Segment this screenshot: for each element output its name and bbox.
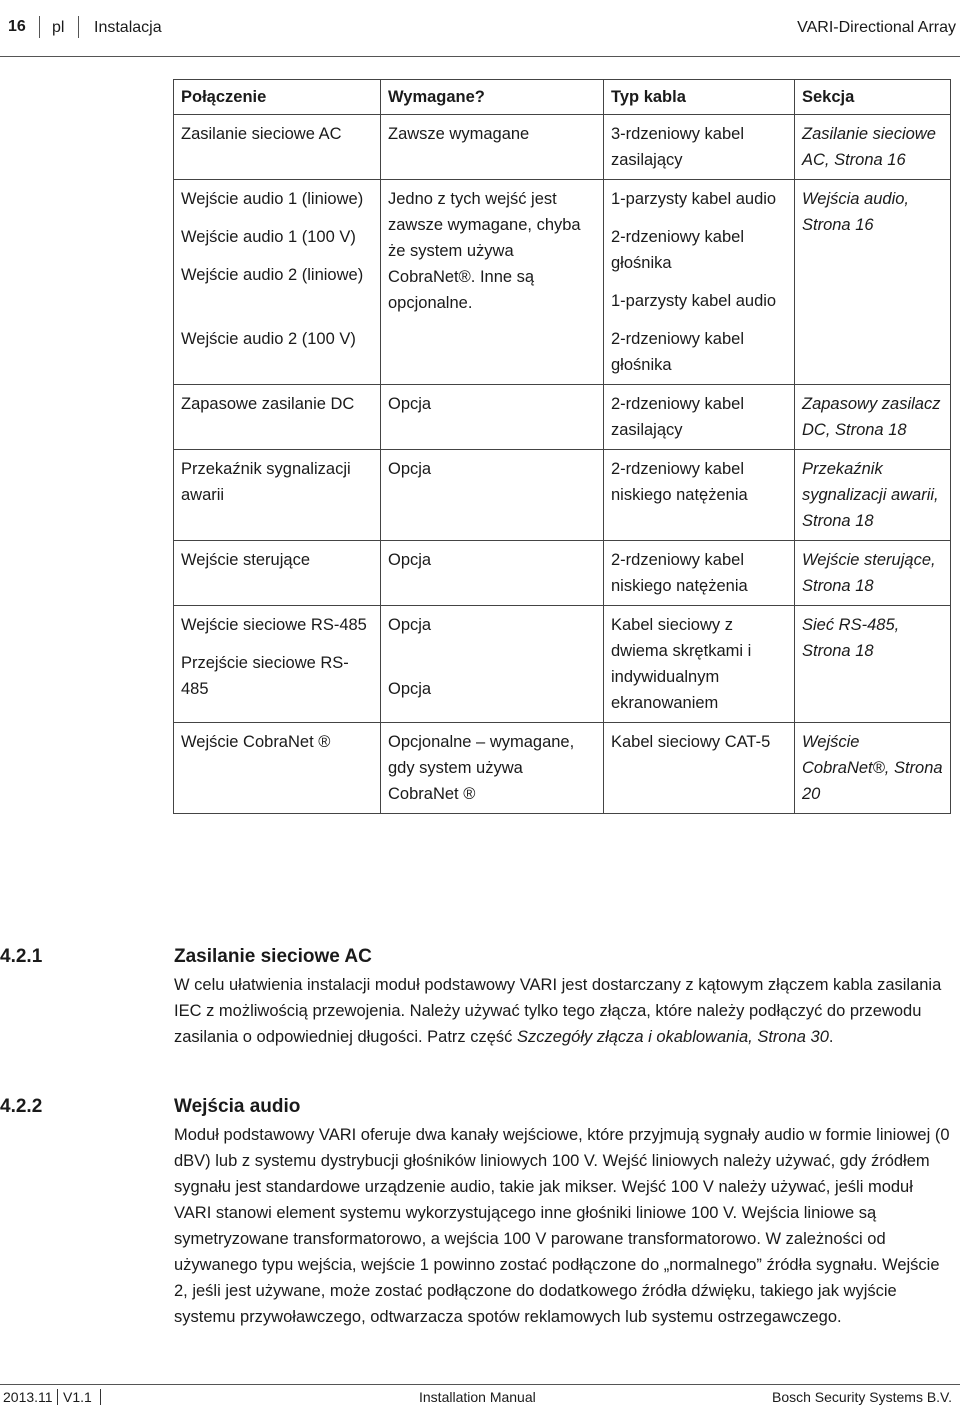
table-cell-section-ref: Zasilanie sieciowe AC, Strona 16: [795, 115, 951, 180]
audio-required-note: Jedno z tych wejść jest zawsze wymagane, chyba że system używa CobraNet®. Inne są opcjonalne.: [381, 180, 604, 385]
cross-reference-link[interactable]: Szczegóły złącza i okablowania, Strona 30: [517, 1028, 829, 1046]
table-cell-section-ref: Wejścia audio, Strona 16: [795, 180, 951, 385]
header-divider: [39, 16, 40, 38]
section-title: Zasilanie sieciowe AC: [174, 946, 372, 967]
audio-input-label: Wejście audio 2 (liniowe): [181, 266, 364, 284]
table-cell: Opcja: [381, 450, 604, 541]
network-through-label: Przejście sieciowe RS-485: [181, 654, 349, 698]
section-number: 4.2.1: [0, 946, 43, 967]
table-cell: Wejście sterujące: [174, 541, 381, 606]
table-cell: Wejście audio 2 (100 V): [174, 320, 381, 385]
table-row: [174, 723, 951, 814]
table-row: [174, 541, 951, 606]
table-cell: 2-rdzeniowy kabel głośnika: [604, 320, 795, 385]
cable-type: 1-parzysty kabel audio: [611, 190, 777, 208]
footer-date: 2013.11: [3, 1389, 53, 1405]
table-cell-section-ref: Zapasowy zasilacz DC, Strona 18: [795, 385, 951, 450]
table-cell: Kabel sieciowy z dwiema skrętkami i indywidualnym ekranowaniem: [604, 606, 795, 723]
network-input-label: Wejście sieciowe RS-485: [181, 616, 367, 634]
table-cell-section-ref: Wejście sterujące, Strona 18: [795, 541, 951, 606]
cable-type: 1-parzysty kabel audio: [611, 292, 777, 310]
audio-input-label: Wejście audio 1 (liniowe): [181, 190, 364, 208]
header-language: pl: [52, 19, 65, 36]
table-cell: Opcja: [381, 541, 604, 606]
column-header: Sekcja: [795, 80, 951, 115]
column-header: Wymagane?: [381, 80, 604, 115]
footer-divider: [100, 1389, 101, 1405]
table-row: [174, 606, 951, 723]
table-header-row: [174, 80, 951, 115]
table-cell: [174, 180, 381, 321]
section-number: 4.2.2: [0, 1096, 43, 1117]
table-cell: Wejście CobraNet ®: [174, 723, 381, 814]
section-title: Wejścia audio: [174, 1096, 301, 1117]
page-header: [0, 0, 960, 57]
footer-company: Bosch Security Systems B.V.: [772, 1389, 952, 1405]
table-cell: Zawsze wymagane: [381, 115, 604, 180]
column-header: Połączenie: [174, 80, 381, 115]
table-cell: Zasilanie sieciowe AC: [174, 115, 381, 180]
connections-table: [173, 79, 951, 814]
audio-input-label: Wejście audio 1 (100 V): [181, 228, 356, 246]
table-row: [174, 385, 951, 450]
table-cell: Opcja: [381, 385, 604, 450]
header-divider: [78, 16, 79, 38]
section-body: [174, 972, 950, 1050]
table-cell: [604, 180, 795, 321]
table-cell: [381, 606, 604, 723]
cable-type: 2-rdzeniowy kabel głośnika: [611, 228, 744, 272]
table-cell: Opcjonalne – wymagane, gdy system używa CobraNet ®: [381, 723, 604, 814]
table-cell-section-ref: Sieć RS-485, Strona 18: [795, 606, 951, 723]
page-footer: [0, 1384, 960, 1406]
table-cell: 2-rdzeniowy kabel niskiego natężenia: [604, 541, 795, 606]
table-cell: Kabel sieciowy CAT-5: [604, 723, 795, 814]
table-row: [174, 450, 951, 541]
requirement-value: Opcja: [388, 680, 432, 698]
table-cell: 2-rdzeniowy kabel zasilający: [604, 385, 795, 450]
footer-divider: [57, 1389, 58, 1405]
column-header: Typ kabla: [604, 80, 795, 115]
section-text: W celu ułatwienia instalacji moduł podstawowy VARI jest dostarczany z kątowym złączem kabla zasilania IEC z możliwością przewojenia. Należy używać tylko tego złącza, które należy podłączyć do przewodu zasilania o odpowiedniej długości. Patrz część: [174, 976, 942, 1046]
footer-document: Installation Manual: [419, 1389, 536, 1405]
table-row: [174, 115, 951, 180]
header-product: VARI-Directional Array: [797, 19, 956, 36]
requirement-value: Opcja: [388, 616, 432, 634]
table-cell: 2-rdzeniowy kabel niskiego natężenia: [604, 450, 795, 541]
page-number: 16: [8, 18, 26, 35]
section-body: Moduł podstawowy VARI oferuje dwa kanały wejściowe, które przyjmują sygnały audio w formie liniowej (0 dBV) lub z systemu dystrybucji głośników liniowych 100 V. Wejść liniowych należy używać, gdy źródłem sygnału jest standardowe urządzenie audio, takie jak mikser. Wejść 100 V należy używać, jeśli moduł VARI stanowi element systemu wykorzystującego inne głośniki liniowe 100 V. Wejścia liniowe są symetryzowane transformatorowo, a wejścia 100 V parowane transformatorowo. W zależności od używanego typu wejścia, wejście 1 powinno zostać podłączone do „normalnego” źródła sygnału. Wejście 2, jeśli jest używane, może zostać podłączone do dodatkowego źródła dźwięku, takiego jak wyjście systemu przywoławczego, odtwarzacza spotów reklamowych lub systemu ostrzegawczego.: [174, 1126, 950, 1326]
table-cell: Przekaźnik sygnalizacji awarii: [174, 450, 381, 541]
header-section: Instalacja: [94, 19, 162, 36]
table-cell-section-ref: Przekaźnik sygnalizacji awarii, Strona 18: [795, 450, 951, 541]
footer-version: V1.1: [63, 1389, 92, 1405]
table-cell-section-ref: Wejście CobraNet®, Strona 20: [795, 723, 951, 814]
section-text-end: .: [828, 1028, 834, 1046]
table-cell: Zapasowe zasilanie DC: [174, 385, 381, 450]
table-row: [174, 180, 951, 321]
table-cell: 3-rdzeniowy kabel zasilający: [604, 115, 795, 180]
table-cell: [174, 606, 381, 723]
